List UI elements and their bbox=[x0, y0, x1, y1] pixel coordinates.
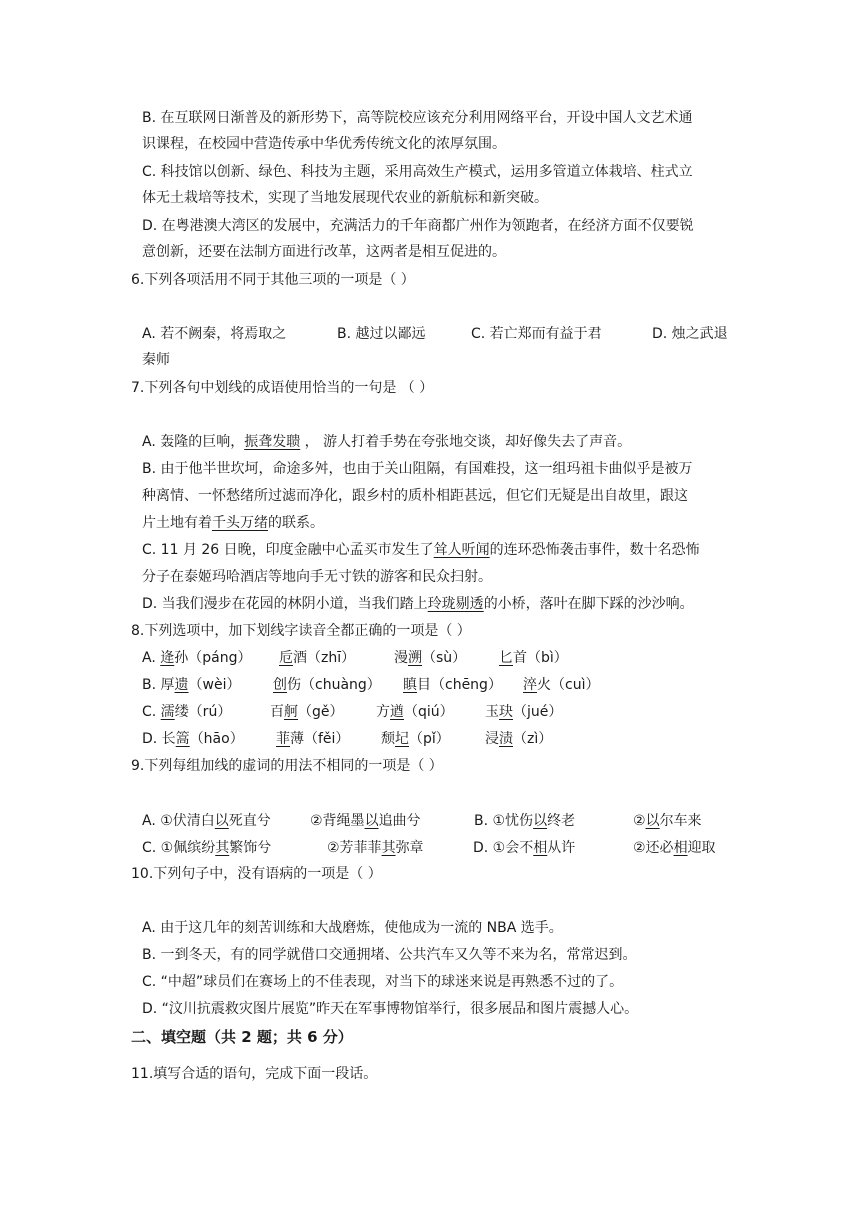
text: 目（chēng） bbox=[417, 677, 502, 693]
underlined-char: 卮 bbox=[279, 650, 293, 666]
q8-b-item-3 bbox=[403, 675, 502, 695]
section-heading-fill-in: 二、填空题（共 2 题；共 6 分） bbox=[131, 1028, 353, 1046]
text: ②芳菲菲 bbox=[327, 840, 382, 856]
text: 缕（rú） bbox=[174, 704, 232, 720]
underlined-char: 创 bbox=[273, 677, 287, 693]
q7-option-a bbox=[142, 432, 631, 452]
underlined-idiom: 千头万绪 bbox=[212, 515, 268, 531]
underlined-word: 其 bbox=[215, 840, 230, 856]
text: （jué） bbox=[513, 704, 563, 720]
text: B. ①忧伤 bbox=[474, 813, 534, 829]
text: 片土地有着 bbox=[142, 515, 212, 531]
text: 弥章 bbox=[395, 840, 424, 856]
text: D. 当我们漫步在花园的林阴小道，当我们踏上 bbox=[142, 596, 428, 612]
text: 火（cuì） bbox=[537, 677, 600, 693]
q6-option-b: B. 越过以鄙远 bbox=[337, 326, 426, 342]
text: C. bbox=[142, 704, 161, 720]
q8-a-item-2 bbox=[279, 648, 355, 668]
underlined-word: 以 bbox=[214, 813, 229, 829]
text: 从许 bbox=[547, 840, 576, 856]
text: 迎取 bbox=[687, 840, 716, 856]
q8-d-item-3 bbox=[381, 729, 450, 749]
q7-option-c-line1 bbox=[142, 540, 700, 560]
q5-option-d-line2: 意创新，还要在法制方面进行改革，这两者是相互促进的。 bbox=[142, 244, 506, 260]
underlined-char: 濡 bbox=[160, 704, 175, 720]
text: 的连环恐怖袭击事件，数十名恐怖 bbox=[489, 542, 700, 558]
text: 薄（fěi） bbox=[290, 731, 350, 747]
q8-a-item-4 bbox=[499, 648, 568, 668]
text: 方 bbox=[376, 704, 390, 720]
text: C. ①佩缤纷 bbox=[142, 840, 216, 856]
q9-option-b-part2 bbox=[633, 811, 702, 831]
text: A. bbox=[142, 650, 161, 666]
text: 孙（páng） bbox=[174, 650, 252, 666]
q10-option-c: C. “中超”球员们在赛场上的不佳表现，对当下的球迷来说是再熟悉不过的了。 bbox=[142, 974, 624, 990]
q10-stem: 10.下列句子中，没有语病的一项是（ ） bbox=[131, 866, 382, 882]
q8-b-item-1 bbox=[142, 675, 240, 695]
text: 终老 bbox=[547, 813, 576, 829]
q8-b-item-2 bbox=[273, 675, 381, 695]
text: 漫 bbox=[394, 650, 408, 666]
q5-option-d-line1: D. 在粤港澳大湾区的发展中，充满活力的千年商都广州作为领跑者，在经济方面不仅要锐 bbox=[142, 218, 694, 234]
text: A. 轰隆的巨响， bbox=[142, 434, 245, 450]
underlined-char: 瞋 bbox=[403, 677, 417, 693]
q7-option-d bbox=[142, 594, 694, 614]
text: （sù） bbox=[422, 650, 467, 666]
q6-option-c: C. 若亡郑而有益于君 bbox=[471, 326, 602, 342]
text: ②还必 bbox=[633, 840, 674, 856]
q9-option-d-part1 bbox=[473, 838, 575, 858]
text: 追曲兮 bbox=[378, 813, 421, 829]
text: 首（bì） bbox=[513, 650, 568, 666]
q6-option-d: D. 烛之武退 bbox=[652, 326, 728, 342]
underlined-idiom: 耸人听闻 bbox=[433, 542, 490, 558]
text: 颓 bbox=[381, 731, 395, 747]
q8-a-item-3 bbox=[394, 648, 466, 668]
underlined-char: 溯 bbox=[408, 650, 422, 666]
q9-stem: 9.下列每组加线的虚词的用法不相同的一项是（ ） bbox=[131, 758, 443, 774]
q7-option-b-line2: 种离情、一怀愁绪所过滤而净化，跟乡村的质朴相距甚远，但它们无疑是出自故里，跟这 bbox=[142, 488, 688, 504]
underlined-char: 舸 bbox=[284, 704, 298, 720]
text: 死直兮 bbox=[228, 813, 271, 829]
q11-stem: 11.填写合适的语句，完成下面一段话。 bbox=[131, 1066, 378, 1082]
q5-option-b-line1: B. 在互联网日渐普及的新形势下，高等院校应该充分利用网络平台，开设中国人文艺术通 bbox=[142, 110, 693, 126]
text: ② bbox=[633, 813, 646, 829]
q9-option-a-part2 bbox=[310, 811, 421, 831]
underlined-char: 篙 bbox=[175, 731, 190, 747]
text: （zì） bbox=[513, 731, 553, 747]
text: D. 长 bbox=[142, 731, 176, 747]
q8-c-item-2 bbox=[270, 702, 344, 722]
q7-option-b-line3 bbox=[142, 513, 324, 533]
q7-stem: 7.下列各句中划线的成语使用恰当的一句是 （ ） bbox=[131, 380, 434, 396]
q8-c-item-3 bbox=[376, 702, 454, 722]
text: 的联系。 bbox=[268, 515, 324, 531]
q7-option-b-line1: B. 由于他半世坎坷，命途多舛，也由于关山阻隔，有国难投，这一组玛祖卡曲似乎是被万 bbox=[142, 461, 693, 477]
q9-option-d-part2 bbox=[633, 838, 716, 858]
q7-option-c-line2: 分子在泰姬玛哈酒店等地向手无寸铁的游客和民众扫射。 bbox=[142, 569, 492, 585]
text: 玉 bbox=[485, 704, 499, 720]
text: ②背绳墨 bbox=[310, 813, 365, 829]
underlined-char: 淬 bbox=[523, 677, 537, 693]
q8-d-item-1 bbox=[142, 729, 244, 749]
underlined-word: 其 bbox=[381, 840, 396, 856]
text: 伤（chuàng） bbox=[287, 677, 381, 693]
q10-option-b: B. 一到冬天，有的同学就借口交通拥堵、公共汽车又久等不来为名，常常迟到。 bbox=[142, 947, 637, 963]
underlined-word: 相 bbox=[533, 840, 548, 856]
text: 百 bbox=[270, 704, 284, 720]
text: 尔车来 bbox=[659, 813, 702, 829]
underlined-char: 遗 bbox=[174, 677, 189, 693]
text: B. 厚 bbox=[142, 677, 175, 693]
text: （pǐ） bbox=[409, 731, 450, 747]
text: （hāo） bbox=[189, 731, 244, 747]
q9-option-c-part2 bbox=[327, 838, 424, 858]
underlined-idiom: 玲珑剔透 bbox=[427, 596, 484, 612]
text: A. ①伏清白 bbox=[142, 813, 215, 829]
text: （wèi） bbox=[188, 677, 241, 693]
q8-d-item-4 bbox=[485, 729, 552, 749]
q8-d-item-2 bbox=[276, 729, 349, 749]
underlined-char: 逄 bbox=[160, 650, 175, 666]
underlined-word: 以 bbox=[533, 813, 548, 829]
text: （qiú） bbox=[404, 704, 454, 720]
underlined-char: 菲 bbox=[276, 731, 290, 747]
q6-stem: 6.下列各项活用不同于其他三项的一项是（ ） bbox=[131, 272, 415, 288]
q5-option-c-line1: C. 科技馆以创新、绿色、科技为主题，采用高效生产模式，运用多管道立体栽培、柱式立 bbox=[142, 164, 693, 180]
q8-a-item-1 bbox=[142, 648, 251, 668]
text: （gě） bbox=[298, 704, 344, 720]
q5-option-c-line2: 体无土栽培等技术，实现了当地发展现代农业的新航标和新突破。 bbox=[142, 190, 548, 206]
underlined-idiom: 振聋发聩 bbox=[244, 434, 301, 450]
q10-option-a: A. 由于这几年的刻苦训练和大战磨炼，使他成为一流的 NBA 选手。 bbox=[142, 920, 563, 936]
text: ， 游人打着手势在夸张地交谈，却好像失去了声音。 bbox=[300, 434, 632, 450]
q8-stem: 8.下列选项中，加下划线字读音全都正确的一项是（ ） bbox=[131, 623, 471, 639]
q8-c-item-1 bbox=[142, 702, 231, 722]
underlined-char: 匕 bbox=[499, 650, 513, 666]
q8-c-item-4 bbox=[485, 702, 562, 722]
q9-option-a-part1 bbox=[142, 811, 271, 831]
text: 酒（zhī） bbox=[293, 650, 356, 666]
text: 繁饰兮 bbox=[229, 840, 272, 856]
q9-option-b-part1 bbox=[474, 811, 575, 831]
text: D. ①会不 bbox=[473, 840, 534, 856]
underlined-word: 以 bbox=[645, 813, 660, 829]
text: 浸 bbox=[485, 731, 499, 747]
q6-option-a: A. 若不阙秦，将焉取之 bbox=[142, 326, 287, 342]
underlined-char: 圮 bbox=[395, 731, 409, 747]
underlined-word: 以 bbox=[364, 813, 379, 829]
text: C. 11 月 26 日晚，印度金融中心孟买市发生了 bbox=[142, 542, 434, 558]
q5-option-b-line2: 识课程，在校园中营造传承中华优秀传统文化的浓厚氛围。 bbox=[142, 136, 506, 152]
underlined-char: 渍 bbox=[499, 731, 513, 747]
underlined-char: 遒 bbox=[390, 704, 404, 720]
underlined-char: 玦 bbox=[499, 704, 513, 720]
q8-b-item-4 bbox=[523, 675, 599, 695]
q9-option-c-part1 bbox=[142, 838, 271, 858]
underlined-word: 相 bbox=[673, 840, 688, 856]
text: 的小桥，落叶在脚下踩的沙沙响。 bbox=[483, 596, 694, 612]
q10-option-d: D. “汶川抗震救灾图片展览”昨天在军事博物馆举行，很多展品和图片震撼人心。 bbox=[142, 1001, 639, 1017]
q6-option-d-cont: 秦师 bbox=[142, 352, 170, 368]
